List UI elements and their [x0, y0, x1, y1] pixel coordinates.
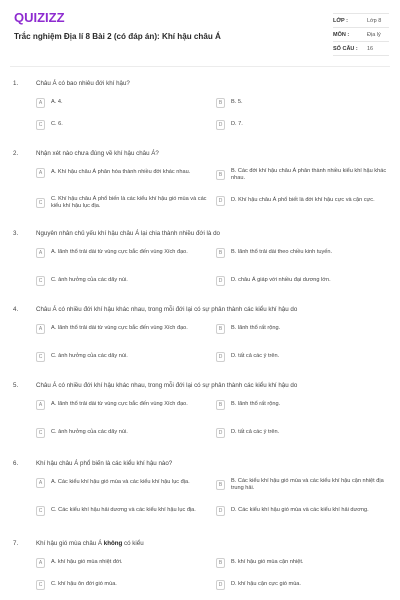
meta-row-class [333, 14, 389, 28]
question-text: Châu Á có nhiều đới khí hậu khác nhau, trong mỗi đới lại có sự phân thành các kiểu khí hậu do [36, 382, 298, 389]
question-text: Châu Á có nhiều đới khí hậu khác nhau, trong mỗi đới lại có sự phân thành các kiểu khí hậu do [36, 306, 298, 313]
option-text: D. tất cả các ý trên. [231, 353, 280, 360]
option-letter: D [216, 580, 225, 590]
option-d[interactable] [216, 352, 388, 362]
meta-label: LỚP : [333, 17, 348, 24]
question-text-start: Khí hậu gió mùa châu Á [36, 540, 104, 547]
question-text: Khí hậu châu Á phổ biến là các kiểu khí hậu nào? [36, 460, 173, 467]
option-text: D. tất cả các ý trên. [231, 429, 280, 436]
option-b[interactable] [216, 324, 388, 334]
meta-row-count [333, 42, 389, 56]
option-letter: A [36, 248, 45, 258]
question-5 [0, 382, 400, 452]
option-b[interactable] [216, 400, 388, 410]
option-text: C. Khí hậu châu Á phổ biến là các kiểu khí hậu gió mùa và các kiểu khí hậu lục địa. [51, 196, 207, 210]
option-text: A. lãnh thổ trải dài từ vùng cực bắc đến vùng Xích đạo. [51, 401, 188, 408]
option-b[interactable] [216, 98, 388, 108]
option-letter: B [216, 558, 225, 568]
option-letter: A [36, 168, 45, 178]
option-a[interactable] [36, 98, 208, 108]
option-text: C. khí hậu ôn đới gió mùa. [51, 581, 117, 588]
option-letter: D [216, 352, 225, 362]
option-a[interactable] [36, 324, 208, 334]
option-letter: D [216, 276, 225, 286]
question-text: Châu Á có bao nhiêu đới khí hậu? [36, 80, 130, 87]
option-letter: C [36, 352, 45, 362]
meta-label: SỐ CÂU : [333, 45, 358, 52]
option-letter: A [36, 478, 45, 488]
option-text: C. ảnh hưởng của các dãy núi. [51, 353, 128, 360]
page-title: Trắc nghiệm Địa lí 8 Bài 2 (có đáp án): Khí hậu châu Á [14, 32, 221, 41]
option-letter: C [36, 120, 45, 130]
option-b[interactable] [216, 558, 388, 568]
option-letter: D [216, 120, 225, 130]
quizizz-logo: QUIZIZZ [14, 10, 65, 25]
option-letter: B [216, 98, 225, 108]
option-text: B. lãnh thổ rất rộng. [231, 401, 281, 408]
option-text: A. Khí hậu châu Á phân hóa thành nhiều đới khác nhau. [51, 169, 191, 176]
option-d[interactable] [216, 120, 388, 130]
option-text: A. Các kiểu khí hậu gió mùa và các kiểu khí hậu lục địa. [51, 479, 190, 486]
option-text: A. khí hậu gió mùa nhiệt đới. [51, 559, 123, 566]
option-letter: B [216, 400, 225, 410]
option-d[interactable] [216, 428, 388, 438]
option-text: B. 5. [231, 99, 243, 106]
option-letter: B [216, 248, 225, 258]
question-number: 6. [13, 460, 19, 467]
question-6 [0, 460, 400, 530]
question-number: 3. [13, 230, 19, 237]
option-c[interactable] [36, 276, 208, 286]
question-number: 7. [13, 540, 19, 547]
option-text: D. Các kiểu khí hậu gió mùa và các kiểu khí hải dương. [231, 507, 369, 514]
option-letter: C [36, 506, 45, 516]
option-letter: A [36, 98, 45, 108]
option-letter: D [216, 506, 225, 516]
option-text: D. khí hậu cận cực gió mùa. [231, 581, 301, 588]
question-number: 4. [13, 306, 19, 313]
meta-row-subject [333, 28, 389, 42]
option-text: B. lãnh thổ rất rộng. [231, 325, 281, 332]
option-c[interactable] [36, 196, 208, 211]
option-text: A. lãnh thổ trải dài từ vùng cực bắc đến vùng Xích đạo. [51, 249, 188, 256]
question-number: 1. [13, 80, 19, 87]
meta-label: MÔN : [333, 31, 350, 38]
meta-value: Lớp 8 [367, 17, 382, 24]
question-text-emphasis: không [103, 540, 123, 547]
option-b[interactable] [216, 248, 388, 258]
option-letter: A [36, 324, 45, 334]
option-a[interactable] [36, 558, 208, 568]
option-letter: B [216, 170, 225, 180]
option-letter: A [36, 400, 45, 410]
question-text: Nhận xét nào chưa đúng về khí hậu châu Á? [36, 150, 159, 157]
option-text: B. khí hậu gió mùa cận nhiệt. [231, 559, 304, 566]
question-3 [0, 230, 400, 300]
option-text: C. Các kiểu khí hậu hải dương và các kiểu khí hậu lục địa. [51, 507, 196, 514]
option-d[interactable] [216, 196, 388, 206]
option-c[interactable] [36, 506, 208, 516]
option-d[interactable] [216, 506, 388, 516]
option-d[interactable] [216, 580, 388, 590]
option-c[interactable] [36, 352, 208, 362]
option-text: C. ảnh hưởng của các dãy núi. [51, 429, 128, 436]
question-number: 5. [13, 382, 19, 389]
option-letter: C [36, 428, 45, 438]
question-2 [0, 150, 400, 220]
option-text: D. 7. [231, 121, 243, 128]
option-letter: B [216, 324, 225, 334]
option-text: B. Các kiểu khí hậu gió mùa và các kiểu khí hậu cận nhiệt địa trung hải. [231, 478, 384, 492]
question-text-end: có kiểu [122, 540, 144, 547]
header-divider [10, 66, 390, 67]
option-c[interactable] [36, 120, 208, 130]
option-text: D. châu Á giáp với nhiều đại dương lớn. [231, 277, 331, 284]
meta-table [333, 13, 389, 56]
option-a[interactable] [36, 400, 208, 410]
option-b[interactable] [216, 478, 388, 493]
option-letter: C [36, 580, 45, 590]
option-b[interactable] [216, 168, 388, 183]
option-letter: C [36, 198, 45, 208]
option-c[interactable] [36, 428, 208, 438]
meta-value: Địa lý [367, 31, 381, 38]
option-letter: D [216, 196, 225, 206]
option-c[interactable] [36, 580, 208, 590]
option-letter: B [216, 480, 225, 490]
question-4 [0, 306, 400, 376]
option-text: B. lãnh thổ trải dài theo chiều kinh tuyến. [231, 249, 333, 256]
option-text: B. Các đới khí hậu châu Á phân thành nhiều kiểu khí hậu khác nhau. [231, 168, 387, 182]
option-text: C. ảnh hưởng của các dãy núi. [51, 277, 128, 284]
question-number: 2. [13, 150, 19, 157]
question-7 [0, 540, 400, 600]
question-text: Nguyên nhân chủ yếu khí hậu châu Á lại chia thành nhiều đới là do [36, 230, 220, 237]
option-letter: C [36, 276, 45, 286]
meta-value: 16 [367, 45, 374, 52]
option-text: C. 6. [51, 121, 63, 128]
question-1 [0, 80, 400, 150]
option-text: A. lãnh thổ trải dài từ vùng cực bắc đến vùng Xích đạo. [51, 325, 188, 332]
option-d[interactable] [216, 276, 388, 286]
option-a[interactable] [36, 478, 208, 488]
option-text: A. 4. [51, 99, 63, 106]
option-a[interactable] [36, 248, 208, 258]
option-a[interactable] [36, 168, 208, 178]
option-text: D. Khí hậu châu Á phổ biết là đới khí hậu cực và cận cực. [231, 197, 375, 204]
option-letter: A [36, 558, 45, 568]
option-letter: D [216, 428, 225, 438]
question-text [36, 540, 144, 547]
